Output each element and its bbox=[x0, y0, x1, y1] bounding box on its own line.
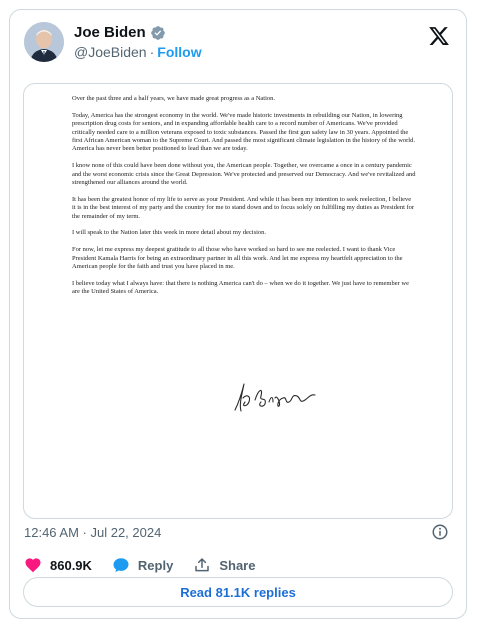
speech-bubble-icon bbox=[112, 556, 130, 574]
letter-paragraph: I believe today what I always have: that there is nothing America can't do – when we do it together. We just have to remember we are the United States of America. bbox=[72, 279, 409, 296]
share-label: Share bbox=[219, 557, 256, 573]
handwritten-signature bbox=[229, 380, 319, 414]
avatar-image bbox=[24, 22, 64, 62]
tweet-header bbox=[24, 21, 454, 65]
verified-badge-icon bbox=[150, 25, 166, 41]
letter-paragraph: Over the past three and a half years, we have made great progress as a Nation. bbox=[72, 95, 276, 102]
letter-body bbox=[72, 95, 416, 305]
display-name[interactable]: Joe Biden bbox=[74, 24, 146, 41]
share-upload-icon bbox=[193, 556, 211, 574]
handle-row bbox=[74, 44, 202, 60]
avatar[interactable] bbox=[24, 22, 64, 62]
read-replies-button[interactable]: Read 81.1K replies bbox=[23, 577, 453, 607]
share-button[interactable] bbox=[193, 556, 255, 574]
letter-image[interactable] bbox=[23, 83, 453, 519]
reply-button[interactable] bbox=[112, 556, 173, 574]
reply-label: Reply bbox=[137, 557, 174, 573]
heart-icon bbox=[24, 556, 42, 574]
letter-paragraph: Today, America has the strongest economy in the world. We've made historic investments in rebuilding our Nation, in lowering prescription drug costs for seniors, and in expanding affordable health care to a record number of Americans. We've provided critically needed care to a million veterans exposed to toxic substances. Passed the first gun safety law in 30 years. Appointed the first African American woman to the Supreme Court. And passed the most significant climate legislation in the history of the world. America has never been better positioned to lead than we are today. bbox=[72, 111, 415, 153]
tweet-actions bbox=[24, 554, 275, 576]
letter-paragraph: It has been the greatest honor of my life to serve as your President. And while it has been my intention to seek reelection, I believe it is in the best interest of my party and the country for me to stand down and to focus solely on fulfilling my duties as President for the remainder of my term. bbox=[72, 195, 415, 220]
name-row bbox=[74, 24, 166, 41]
info-icon[interactable] bbox=[431, 523, 449, 541]
handle-separator: · bbox=[149, 44, 155, 60]
follow-button[interactable]: Follow bbox=[157, 44, 202, 60]
handle[interactable]: @JoeBiden bbox=[74, 44, 147, 60]
letter-paragraph: I will speak to the Nation later this week in more detail about my decision. bbox=[72, 229, 267, 237]
x-logo-icon[interactable] bbox=[428, 25, 450, 47]
tweet-timestamp[interactable]: 12:46 AM · Jul 22, 2024 bbox=[24, 525, 162, 540]
letter-paragraph: I know none of this could have been done without you, the American people. Together, we overcame a once in a century pandemic and the worst economic crisis since the Great Depression. We've protected and preserved our Democracy. And we've revitalized and strengthened our alliances around the world. bbox=[72, 162, 416, 187]
tweet-card bbox=[9, 9, 467, 619]
like-button[interactable] bbox=[24, 556, 92, 574]
like-count: 860.9K bbox=[50, 557, 92, 573]
letter-paragraph: For now, let me express my deepest gratitude to all those who have worked so hard to see me reelected. I want to thank Vice President Kamala Harris for being an extraordinary partner in all this work. And let me express my heartfelt appreciation to the American people for the faith and trust you have placed in me. bbox=[72, 246, 403, 271]
